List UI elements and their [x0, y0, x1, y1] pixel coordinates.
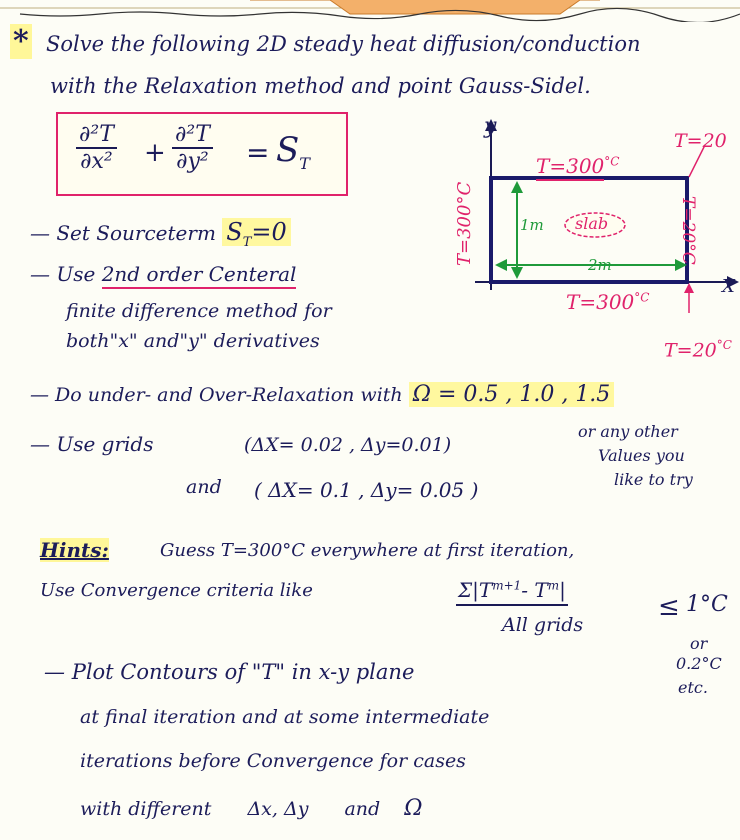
bottom-right-bc-unit: °C	[716, 338, 732, 352]
conv-sup-m1: m+1	[492, 578, 522, 593]
x-axis-label: X	[722, 276, 735, 297]
bottom-bc-text: T=300	[566, 290, 635, 314]
values-you: Values you	[598, 446, 685, 465]
bottom-right-pointer-arrow	[684, 283, 694, 293]
bullet-dash: —	[30, 432, 50, 456]
with-different-text: with different	[80, 798, 212, 820]
plot-line-1: Plot Contours of "T" in x-y plane	[71, 660, 415, 684]
convergence-1c: 1°C	[686, 592, 728, 617]
y-axis-label: y	[484, 114, 497, 139]
omega-values: = 0.5 , 1.0 , 1.5	[437, 382, 611, 407]
top-bc-unit: °C	[604, 154, 620, 169]
title-star: *	[10, 24, 32, 59]
bottom-bc-label	[566, 290, 649, 314]
use-2nd-line-2: finite difference method for	[66, 300, 332, 322]
fraction-numerator-x: ∂²T	[76, 122, 117, 149]
plot-omega-symbol: Ω	[404, 796, 423, 821]
source-value-symbol: S	[226, 218, 243, 246]
bullet-grids	[30, 432, 154, 456]
like-to-try: like to try	[614, 470, 693, 489]
source-symbol: S	[276, 130, 300, 170]
source-zero-highlight	[222, 218, 291, 250]
convergence-numerator	[456, 578, 568, 606]
grids-text: Use grids	[56, 432, 154, 456]
dx-dy-text: Δx, Δy	[247, 798, 309, 820]
d2t-dx2-fraction	[76, 122, 117, 174]
plot-and-text: and	[344, 798, 381, 820]
use-text: Use	[56, 262, 96, 286]
equation-plus: +	[144, 138, 166, 168]
fraction-denominator-y: ∂y²	[176, 149, 209, 174]
convergence-denominator: All grids	[502, 614, 584, 636]
right-top-bc-label: T=20	[674, 130, 727, 152]
grid-spec-2: ( ΔX= 0.1 , Δy= 0.05 )	[254, 478, 479, 502]
conv-close: |	[559, 578, 566, 602]
convergence-or: or	[690, 634, 708, 653]
grids-and: and	[186, 476, 222, 498]
bullet-dash: —	[30, 221, 50, 245]
fraction-numerator-y: ∂²T	[172, 122, 213, 149]
source-value-subscript: T	[242, 234, 252, 250]
conv-minus-t: - T	[521, 578, 548, 602]
width-arrow-left	[495, 259, 507, 271]
height-arrow-top	[511, 181, 523, 193]
or-any-other: or any other	[578, 422, 678, 441]
governing-equation-box	[56, 112, 348, 196]
bullet-relaxation	[30, 382, 614, 407]
equation-equals: =	[246, 136, 270, 169]
conv-sup-m: m	[547, 578, 560, 593]
omega-values-highlight	[409, 382, 615, 407]
bullet-dash: —	[44, 660, 65, 684]
fraction-denominator-x: ∂x²	[80, 149, 113, 174]
bottom-right-bc-text: T=20	[664, 339, 717, 362]
plot-line-2: at final iteration and at some intermediate	[80, 706, 490, 728]
bullet-set-source	[30, 218, 291, 250]
set-source-text: Set Sourceterm	[56, 221, 216, 245]
source-subscript: T	[299, 153, 310, 173]
torn-paper-edge	[0, 0, 740, 22]
hints-label: Hints:	[40, 538, 109, 562]
top-bc-text: T=300	[536, 154, 604, 181]
top-bc-label	[536, 154, 619, 178]
grid-spec-1: (ΔX= 0.02 , Δy=0.01)	[244, 434, 452, 456]
bullet-use-2nd-order	[30, 262, 296, 286]
slab-label: slab	[575, 214, 609, 233]
height-arrow-bottom	[511, 267, 523, 279]
d2t-dy2-fraction	[172, 122, 213, 174]
bullet-plot-contours	[44, 660, 414, 684]
title-line-2: with the Relaxation method and point Gauss-Sidel.	[50, 74, 591, 98]
use-2nd-line-3: both"x" and"y" derivatives	[66, 330, 320, 352]
equation-source	[276, 130, 310, 173]
relaxation-text: Do under- and Over-Relaxation with	[55, 384, 403, 406]
omega-symbol: Ω	[412, 382, 431, 407]
right-side-bc-label: T=20°C	[678, 196, 698, 265]
conv-sum: Σ|T	[458, 578, 493, 602]
hints-line-1: Guess T=300°C everywhere at first iteration,	[160, 540, 575, 561]
bullet-dash: —	[30, 384, 49, 406]
height-label: 1m	[520, 216, 544, 234]
width-label: 2m	[588, 256, 612, 274]
bottom-bc-unit: °C	[634, 290, 650, 305]
title-line-1: Solve the following 2D steady heat diffusion/conduction	[46, 32, 641, 56]
left-bc-label: T=300°C	[454, 181, 475, 266]
bullet-dash: —	[30, 262, 50, 286]
convergence-le: ≤	[658, 592, 680, 622]
convergence-etc: etc.	[678, 678, 708, 697]
plot-line-4	[80, 796, 423, 821]
bottom-right-bc-label	[664, 338, 732, 361]
second-order-central-text: 2nd order Centeral	[102, 262, 297, 289]
hints-line-2: Use Convergence criteria like	[40, 580, 313, 601]
source-value-eq: =0	[251, 218, 287, 246]
convergence-0-2c: 0.2°C	[676, 654, 722, 673]
plot-line-3: iterations before Convergence for cases	[80, 750, 466, 772]
